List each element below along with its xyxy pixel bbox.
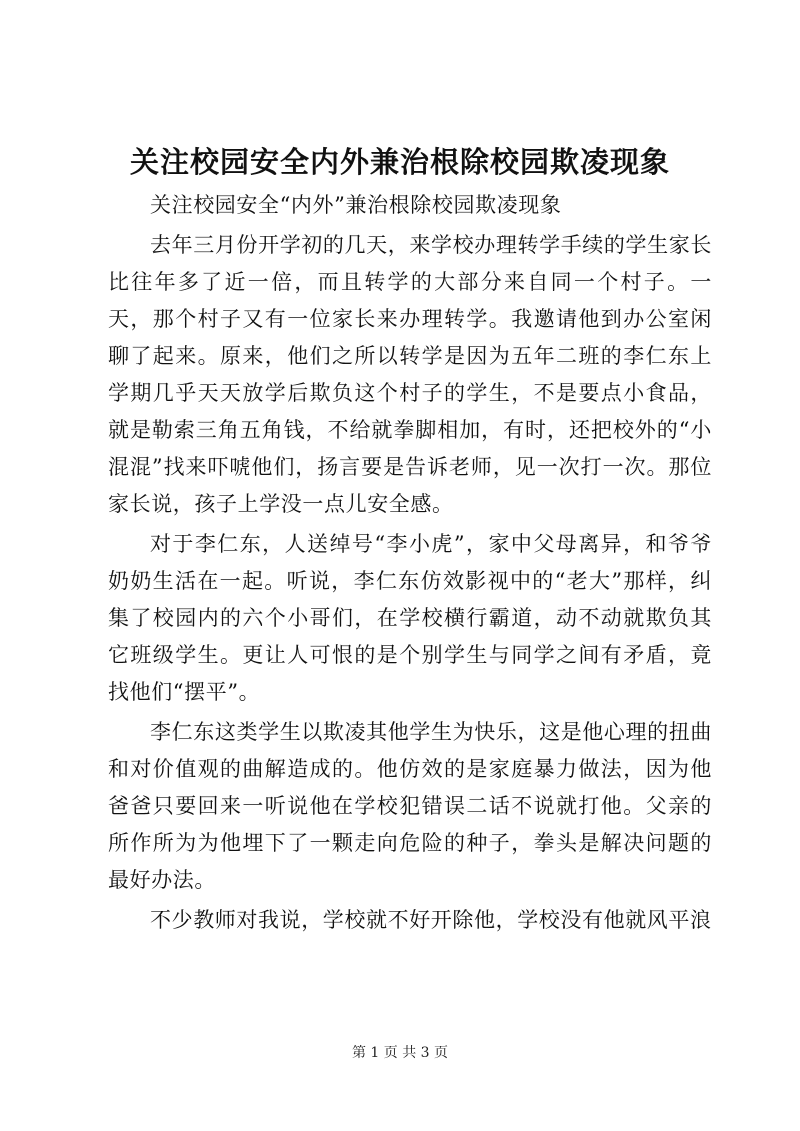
subtitle-paragraph: 关注校园安全“内外”兼治根除校园欺凌现象 (150, 193, 562, 217)
page-footer: 第 1 页 共 3 页 (351, 1045, 449, 1061)
body-paragraph: 不少教师对我说，学校就不好开除他，学校没有他就风平浪 (150, 908, 712, 932)
document-title: 关注校园安全内外兼治根除校园欺凌现象 (129, 145, 670, 179)
body-paragraph: 去年三月份开学初的几天，来学校办理转学手续的学生家长比往年多了近一倍，而且转学的大部分来自同一个村子。一天，那个村子又有一位家长来办理转学。我邀请他到办公室闲聊了起来。原来，他们之所以转学是因为五年二班的李仁东上学期几乎天天放学后欺负这个村子的学生，不是要点小食品，就是勒索三角五角钱，不给就拳脚相加，有时，还把校外的“小混混”找来吓唬他们，扬言要是告诉老师，见一次打一次。那位家长说，孩子上学没一点儿安全感。 (108, 233, 712, 516)
body-paragraph: 李仁东这类学生以欺凌其他学生为快乐，这是他心理的扭曲和对价值观的曲解造成的。他仿效的是家庭暴力做法，因为他爸爸只要回来一听说他在学校犯错误二话不说就打他。父亲的所作所为为他埋下了一颗走向危险的种子，拳头是解决问题的最好办法。 (108, 720, 712, 892)
body-paragraph: 对于李仁东，人送绰号“李小虎”，家中父母离异，和爷爷奶奶生活在一起。听说，李仁东仿效影视中的“老大”那样，纠集了校园内的六个小哥们，在学校横行霸道，动不动就欺负其它班级学生。更让人可恨的是个别学生与同学之间有矛盾，竟找他们“摆平”。 (108, 532, 712, 704)
document-body (108, 187, 712, 939)
